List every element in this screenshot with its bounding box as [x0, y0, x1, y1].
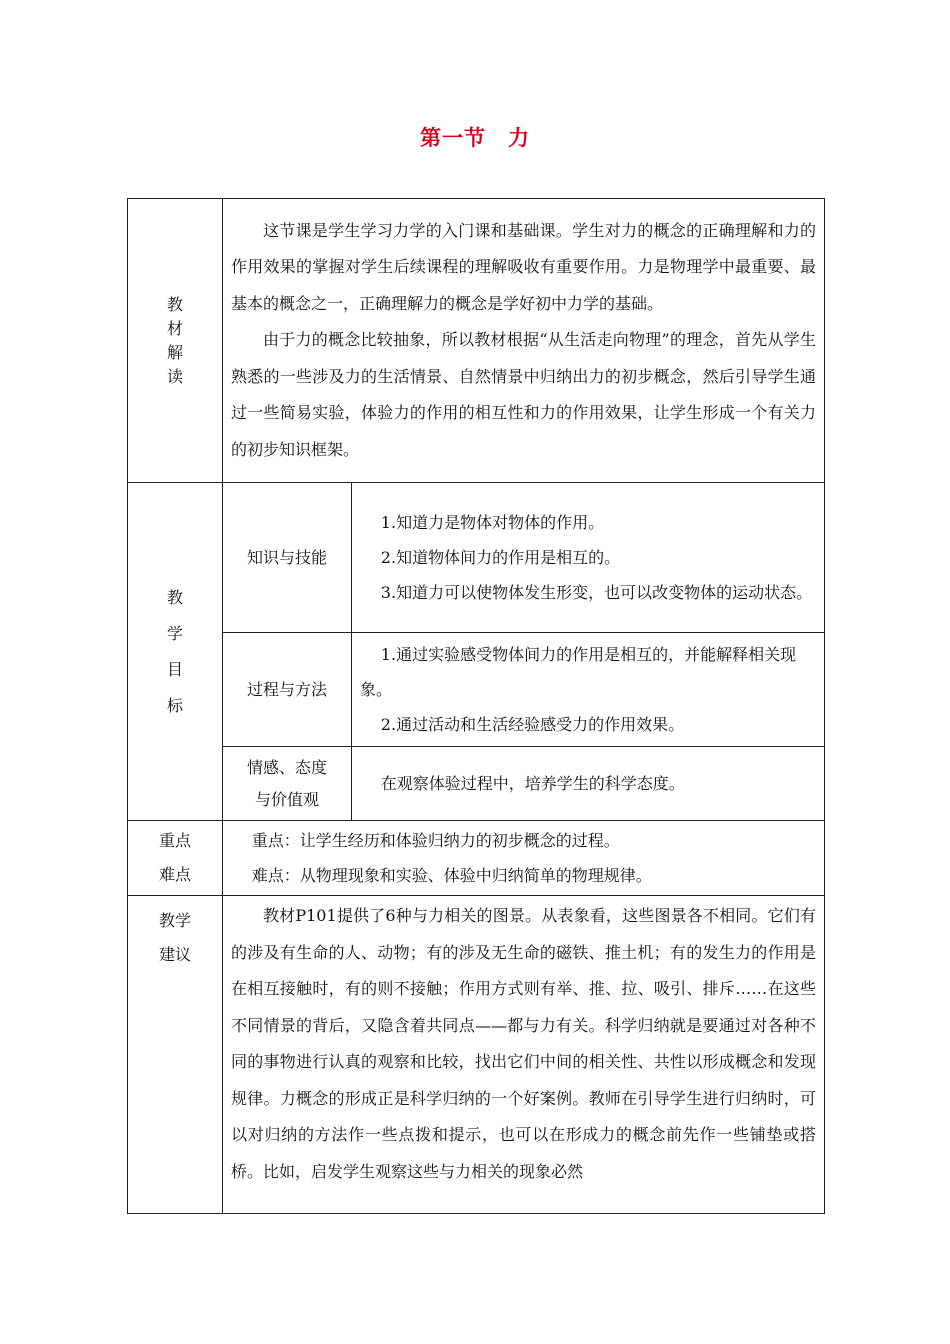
key-difficult-points-content [223, 821, 825, 896]
list-item: 2.知道物体间力的作用是相互的。 [380, 548, 621, 567]
page-title: 第一节 力 [420, 125, 530, 150]
textbook-interpretation-content [223, 199, 825, 483]
objective-row-process [128, 633, 825, 747]
paragraph: 这节课是学生学习力学的入门课和基础课。学生对力的概念的正确理解和力的作用效果的掌握对学生后续课程的理解吸收有重要作用。力是物理学中最重要、最基本的概念之一，正确理解力的概念是学好初中力学的基础。 [231, 220, 816, 313]
section-header-textbook-interpretation: 教 材 解 读 [128, 199, 223, 483]
paragraph: 由于力的概念比较抽象，所以教材根据“从生活走向物理”的理念，首先从学生熟悉的一些涉及力的生活情景、自然情景中归纳出力的初步概念，然后引导学生通过一些简易实验，体验力的作用的相互性和力的作用效果，让学生形成一个有关力的初步知识框架。 [231, 330, 816, 459]
section-header-key-difficult-points: 重点 难点 [128, 821, 223, 896]
section-teaching-suggestions [128, 896, 825, 1214]
section-header-teaching-suggestions: 教学 建议 [128, 896, 223, 1214]
list-item: 1.通过实验感受物体间力的作用是相互的，并能解释相关现象。 [360, 645, 797, 699]
paragraph: 教材P101提供了6种与力相关的图景。从表象看，这些图景各不相同。它们有的涉及有生命的人、动物；有的涉及无生命的磁铁、推土机；有的发生力的作用是在相互接触时，有的则不接触；作用方式则有举、推、拉、吸引、排斥……在这些不同情景的背后，又隐含着共同点——都与力有关。科学归纳就是要通过对各种不同的事物进行认真的观察和比较，找出它们中间的相关性、共性以形成概念和发现规律。力概念的形成正是科学归纳的一个好案例。教师在引导学生进行归纳时，可以对归纳的方法作一些点拨和提示，也可以在形成力的概念前先作一些铺垫或搭桥。比如，启发学生观察这些与力相关的现象必然 [231, 906, 816, 1181]
objective-items-process [352, 633, 825, 747]
objective-items-attitude [352, 747, 825, 821]
list-item: 3.知道力可以使物体发生形变，也可以改变物体的运动状态。 [380, 583, 813, 602]
key-point: 重点：让学生经历和体验归纳力的初步概念的过程。 [251, 831, 620, 850]
objective-items-knowledge [352, 483, 825, 633]
section-header-teaching-objectives: 教 学 目 标 [128, 483, 223, 821]
list-item: 1.知道力是物体对物体的作用。 [380, 513, 605, 532]
objective-label-process: 过程与方法 [223, 633, 352, 747]
objective-label-knowledge: 知识与技能 [223, 483, 352, 633]
objective-row-knowledge [128, 483, 825, 633]
difficult-point: 难点：从物理现象和实验、体验中归纳简单的物理规律。 [251, 866, 652, 885]
lesson-table [127, 198, 825, 1214]
teaching-suggestions-content [223, 896, 825, 1214]
objective-row-attitude [128, 747, 825, 821]
objective-label-attitude: 情感、态度 与价值观 [223, 747, 352, 821]
section-textbook-interpretation [128, 199, 825, 483]
list-item: 在观察体验过程中，培养学生的科学态度。 [380, 774, 685, 793]
list-item: 2.通过活动和生活经验感受力的作用效果。 [380, 715, 685, 734]
section-key-difficult-points [128, 821, 825, 896]
